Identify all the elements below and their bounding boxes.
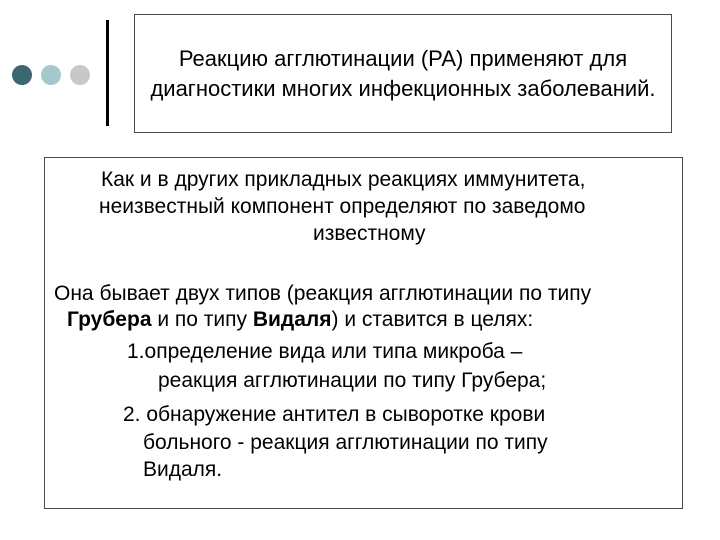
paragraph1-line2: неизвестный компонент определяют по заведомо (99, 195, 586, 218)
paragraph2-line2 (67, 307, 533, 333)
gruber-term: Грубера (67, 308, 152, 331)
paragraph2-text2: ) и ставится в целях: (331, 308, 534, 331)
paragraph1-line1: Как и в других прикладных реакциях иммунитета, (101, 168, 586, 191)
list-item2-line3: Видаля. (143, 458, 223, 481)
content-box (44, 157, 683, 509)
paragraph1-line3: известному (313, 222, 426, 245)
paragraph2-line1: Она бывает двух типов (реакция агглютинации по типу (54, 282, 592, 305)
paragraph2-text1: и по типу (151, 308, 253, 331)
list-item1-line2: реакция агглютинации по типу Грубера; (158, 369, 547, 392)
decorative-dot-dark (12, 65, 32, 85)
vidal-term: Видаля (252, 308, 332, 331)
decorative-vertical-line (106, 20, 109, 126)
decorative-dot-light-blue (41, 65, 61, 85)
list-item1-line1: 1.определение вида или типа микроба – (127, 340, 523, 363)
title-box (134, 14, 672, 133)
list-item2-line2: больного - реакция агглютинации по типу (143, 431, 548, 454)
list-item2-line1: 2. обнаружение антител в сыворотке крови (123, 403, 546, 426)
decorative-dot-gray (70, 65, 90, 85)
slide-title: Реакцию агглютинации (РА) применяют для диагностики многих инфекционных заболеваний. (150, 45, 656, 101)
